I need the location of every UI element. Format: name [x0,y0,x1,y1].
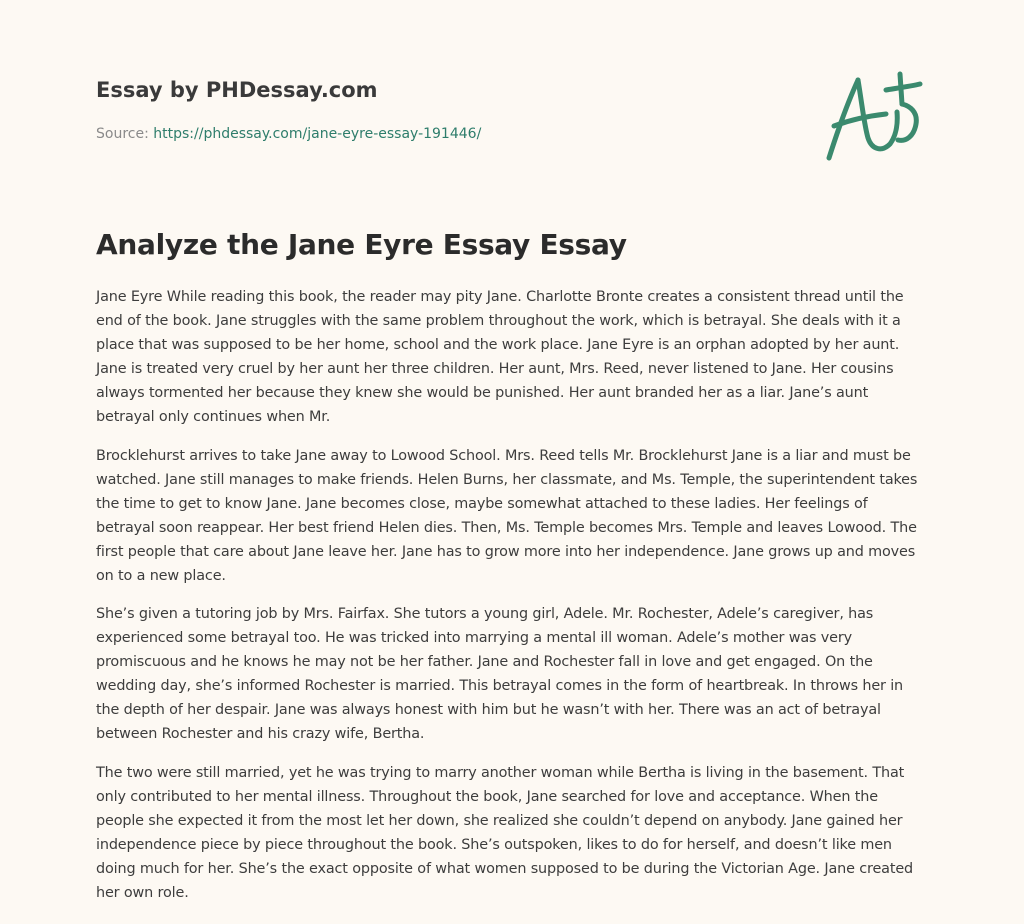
essay-paragraph: She’s given a tutoring job by Mrs. Fairfax. She tutors a young girl, Adele. Mr. Rochester, Adele’s caregiver, has experienced some betrayal too. He was tricked into marrying a mental ill woman. Adele’s mother was very promiscuous and he knows he may not be her father. Jane and Rochester fall in love and get engaged. On the wedding day, she’s informed Rochester is married. This betrayal comes in the form of heartbreak. In throws her in the depth of her despair. Jane was always honest with him but he wasn’t with her. There was an act of betrayal between Rochester and his crazy wife, Bertha. [96,606,904,742]
essay-title: Analyze the Jane Eyre Essay Essay [96,228,627,261]
site-title: Essay by PHDessay.com [96,78,378,102]
site-header [96,76,696,144]
a-plus-grade-icon [820,66,930,166]
essay-paragraph: The two were still married, yet he was trying to marry another woman while Bertha is living in the basement. That only contributed to her mental illness. Throughout the book, Jane searched for love and acceptance. When the people she expected it from the most let her down, she realized she couldn’t depend on anybody. Jane gained her independence piece by piece throughout the book. She’s outspoken, likes to do for herself, and doesn’t like men doing much for her. She’s the exact opposite of what women supposed to be during the Victorian Age. Jane created her own role. [96,764,914,901]
essay-paragraph: Brocklehurst arrives to take Jane away to Lowood School. Mrs. Reed tells Mr. Brocklehurst Jane is a liar and must be watched. Jane still manages to make friends. Helen Burns, her classmate, and Ms. Temple, the superintendent takes the time to get to know Jane. Jane becomes close, maybe somewhat attached to these ladies. Her feelings of betrayal soon reappear. Her best friend Helen dies. Then, Ms. Temple becomes Mrs. Temple and leaves Lowood. The first people that care about Jane leave her. Jane has to grow more into her independence. Jane grows up and moves on to a new place. [96,447,918,584]
source-link[interactable]: https://phdessay.com/jane-eyre-essay-191446/ [153,126,482,142]
source-line [96,124,696,144]
source-label: Source: [96,126,154,142]
essay-paragraph: Jane Eyre While reading this book, the reader may pity Jane. Charlotte Bronte creates a consistent thread until the end of the book. Jane struggles with the same problem throughout the work, which is betrayal. She deals with it a place that was supposed to be her home, school and the work place. Jane Eyre is an orphan adopted by her aunt. Jane is treated very cruel by her aunt her three children. Her aunt, Mrs. Reed, never listened to Jane. Her cousins always tormented her because they knew she would be punished. Her aunt branded her as a liar. Jane’s aunt betrayal only continues when Mr. [96,289,904,425]
essay-body [96,285,930,919]
